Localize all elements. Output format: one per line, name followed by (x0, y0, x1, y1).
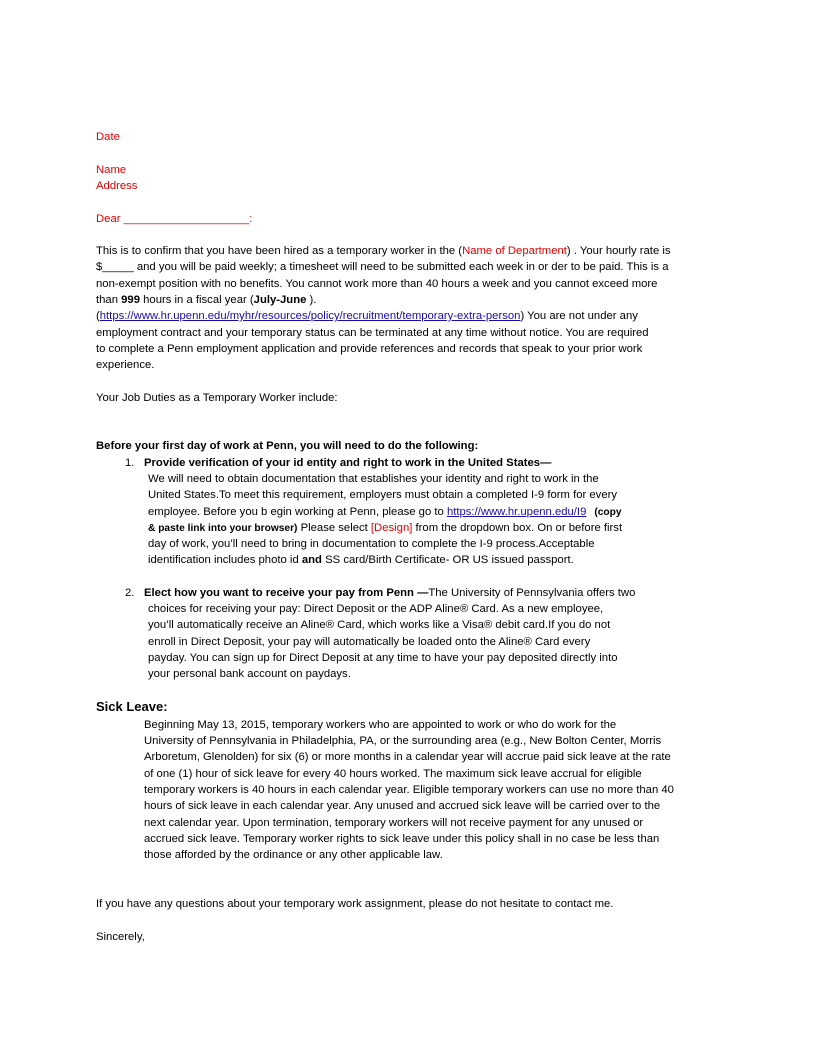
item-2-line-4: enroll in Direct Deposit, your pay will automatically be loaded onto the Aline® Card every (148, 636, 591, 648)
item-2-title: Elect how you want to receive your pay from Penn — (144, 587, 429, 599)
salutation-dear: Dear (96, 213, 121, 225)
item-2-line-3: you’ll automatically receive an Aline® Card, which works like a Visa® debit card.If you do not (148, 619, 611, 631)
intro-text: ). (306, 294, 317, 306)
address-placeholder: Address (96, 180, 138, 192)
design-placeholder: [Design] (370, 522, 413, 534)
and-emphasis: and (301, 554, 322, 566)
intro-text: ( (96, 310, 100, 322)
item-1-line-6 (148, 552, 574, 568)
i9-link[interactable]: https://www.hr.upenn.edu/I9 (446, 506, 587, 518)
sick-leave-line: of one (1) hour of sick leave for every 40 hours worked. The maximum sick leave accrual for eligible (144, 768, 642, 780)
item-2-number: 2. (125, 587, 135, 599)
intro-line-6: employment contract and your temporary status can be terminated at any time without notice. You are required (96, 327, 649, 339)
sick-leave-line: Arboretum, Glenolden) for six (6) or more months in a calendar year will accrue paid sick leave at the rate (144, 751, 671, 763)
intro-line-4 (96, 292, 316, 308)
intro-line-5 (96, 308, 638, 324)
before-first-day-heading: Before your first day of work at Penn, you will need to do the following: (96, 440, 479, 452)
item-1-line-1: We will need to obtain documentation that establishes your identity and right to work in the (148, 473, 599, 485)
name-placeholder: Name (96, 164, 127, 176)
item-1-line-5: day of work, you’ll need to bring in documentation to complete the I-9 process.Acceptable (148, 538, 595, 550)
salutation-blank: ____________________ (123, 213, 250, 225)
salutation (96, 211, 252, 227)
sick-leave-line: accrued sick leave. Temporary worker rights to sick leave under this policy shall in no case be less than (144, 833, 660, 845)
item-1-line-3 (148, 504, 622, 521)
salutation-colon: : (249, 213, 253, 225)
intro-line-8: experience. (96, 359, 155, 371)
sick-leave-line: next calendar year. Upon termination, temporary workers will not receive payment for any unused or (144, 817, 644, 829)
item-1-text: SS card/Birth Certificate- OR US issued passport. (321, 554, 574, 566)
intro-text: hours in a fiscal year ( (140, 294, 254, 306)
item-1-text: from the dropdown box. On or before first (412, 522, 623, 534)
item-2-text: The University of Pennsylvania offers two (428, 587, 636, 599)
intro-text: than (96, 294, 122, 306)
sick-leave-line: University of Pennsylvania in Philadelphia, PA, or the surrounding area (e.g., New Bolton Center, Morris (144, 735, 662, 747)
item-1-line-4 (148, 520, 622, 537)
department-placeholder: Name of Department (462, 245, 567, 257)
item-1-title: Provide verification of your id entity and right to work in the United States— (144, 457, 552, 469)
sign-off: Sincerely, (96, 931, 145, 943)
intro-line-2: $_____ and you will be paid weekly; a timesheet will need to be submitted each week in or der to be paid. This is a (96, 261, 669, 273)
date-placeholder: Date (96, 131, 120, 143)
item-2-line-6: your personal bank account on paydays. (148, 668, 351, 680)
item-1-line-2: United States.To meet this requirement, employers must obtain a completed I-9 form for every (148, 489, 618, 501)
paste-note: & paste link into your browser) (148, 523, 298, 534)
questions-line: If you have any questions about your temporary work assignment, please do not hesitate to contact me. (96, 898, 614, 910)
max-hours: 999 (121, 294, 140, 306)
sick-leave-line: hours of sick leave in each calendar year. Any unused and accrued sick leave will be carried over to the (144, 800, 661, 812)
intro-line-3: non-exempt position with no benefits. You cannot work more than 40 hours a week and you cannot exceed more (96, 278, 658, 290)
item-2-line-5: payday. You can sign up for Direct Deposit at any time to have your pay deposited directly into (148, 652, 618, 664)
intro-text: ) You are not under any (520, 310, 638, 322)
fiscal-period: July-June (253, 294, 307, 306)
intro-line-1 (96, 243, 671, 259)
item-1-number: 1. (125, 457, 135, 469)
job-duties-label: Your Job Duties as a Temporary Worker include: (96, 392, 338, 404)
copy-note: (copy (594, 507, 622, 518)
intro-text: ) . Your hourly rate is (566, 245, 671, 257)
item-1-text: identification includes photo id (148, 554, 302, 566)
sick-leave-heading: Sick Leave: (96, 699, 168, 714)
item-1-text: employee. Before you b egin working at Penn, please go to (148, 506, 447, 518)
sick-leave-line: Beginning May 13, 2015, temporary workers who are appointed to work or who do work for the (144, 719, 617, 731)
item-2-line-2: choices for receiving your pay: Direct Deposit or the ADP Aline® Card. As a new employee, (148, 603, 604, 615)
sick-leave-line: those afforded by the ordinance or any other applicable law. (144, 849, 443, 861)
item-2-line-1 (144, 585, 635, 601)
policy-link[interactable]: https://www.hr.upenn.edu/myhr/resources/policy/recruitment/temporary-extra-person (99, 310, 521, 322)
intro-text: This is to confirm that you have been hired as a temporary worker in the ( (96, 245, 463, 257)
item-1-text: Please select (297, 522, 371, 534)
sick-leave-line: temporary workers is 40 hours in each calendar year. Eligible temporary workers can use no more than 40 (144, 784, 674, 796)
intro-line-7: to complete a Penn employment application and provide references and records that speak to your prior work (96, 343, 643, 355)
